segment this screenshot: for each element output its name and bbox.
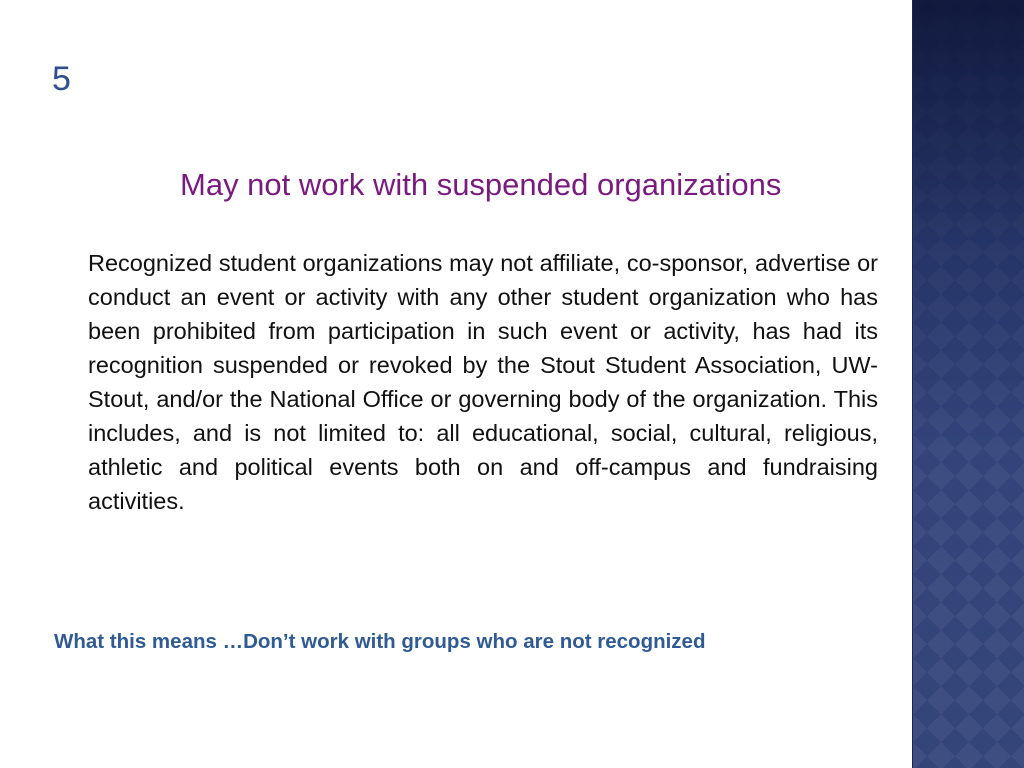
- slide-title: May not work with suspended organizations: [180, 167, 782, 202]
- slide-number: 5: [52, 60, 71, 98]
- footer-note: What this means …Don’t work with groups who are not recognized: [54, 630, 706, 653]
- body-paragraph: Recognized student organizations may not affiliate, co-sponsor, advertise or conduct an event or activity with any other student organization who has been prohibited from participation in such event or activity, has had its recognition suspended or revoked by the Stout Student Association, UW-Stout, and/or the National Office or governing body of the organization. This includes, and is not limited to: all educational, social, cultural, religious, athletic and political events both on and off-campus and fundraising activities.: [88, 250, 878, 514]
- decorative-side-panel: [912, 0, 1024, 768]
